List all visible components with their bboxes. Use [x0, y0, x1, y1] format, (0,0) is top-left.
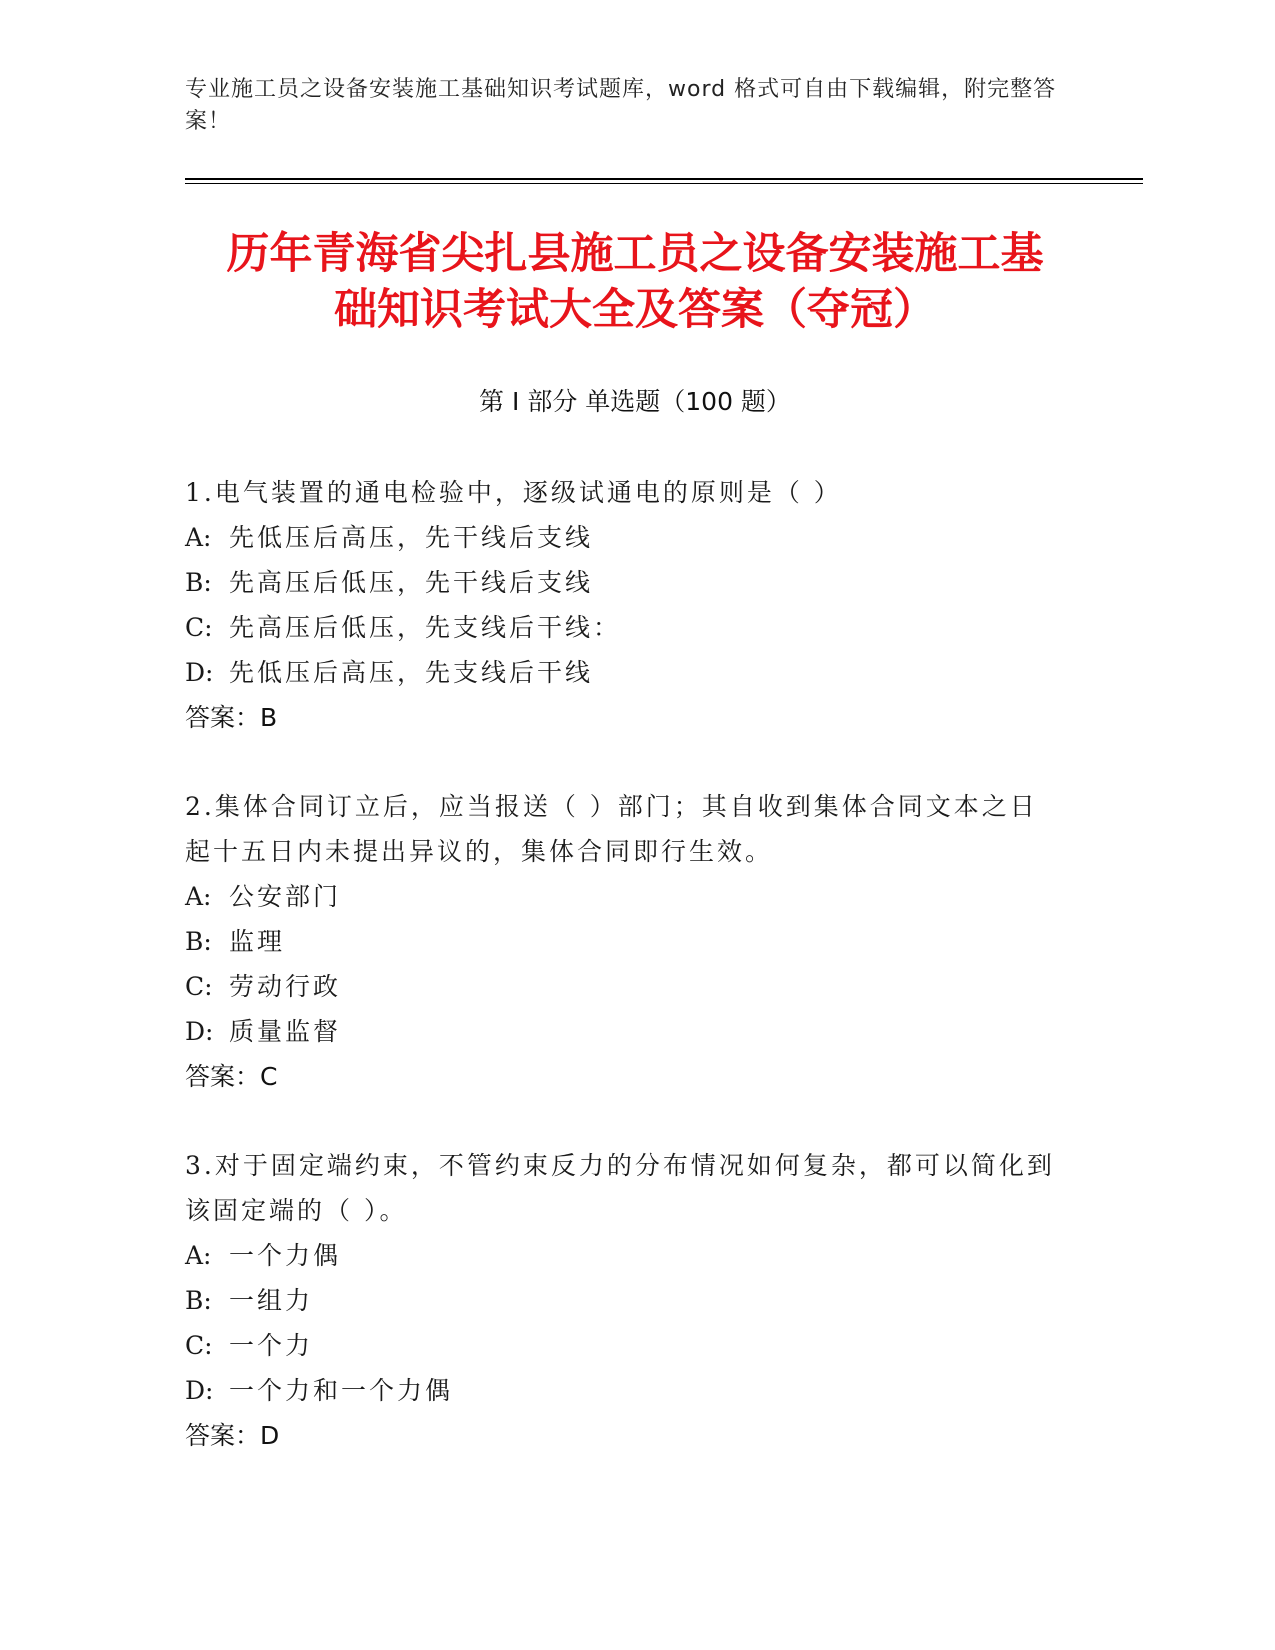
- option-key: A:: [185, 523, 212, 552]
- header-rule-thin: [185, 183, 1143, 184]
- answer-line: 答案：B: [185, 703, 278, 732]
- option-d: [185, 650, 1065, 695]
- option-b: [185, 919, 1065, 964]
- option-text: 先低压后高压，先干线后支线: [229, 523, 594, 552]
- option-text: 质量监督: [229, 1017, 342, 1046]
- option-key: B:: [185, 927, 212, 956]
- option-key: C:: [185, 972, 213, 1001]
- question-3: [185, 1143, 1065, 1458]
- option-d: [185, 1368, 1065, 1413]
- answer-line: 答案：D: [185, 1421, 280, 1450]
- option-text: 先低压后高压，先支线后干线: [229, 658, 594, 687]
- header-rule-thick: [185, 178, 1143, 180]
- option-key: D:: [185, 1376, 214, 1405]
- option-c: [185, 964, 1065, 1009]
- option-text: 一个力: [229, 1331, 314, 1360]
- question-1: [185, 470, 1065, 740]
- question-list: [185, 470, 1065, 1502]
- option-key: D:: [185, 1017, 214, 1046]
- option-b: [185, 560, 1065, 605]
- answer-line: 答案：C: [185, 1062, 278, 1091]
- option-text: 一个力和一个力偶: [229, 1376, 454, 1405]
- option-key: B:: [185, 1286, 212, 1315]
- option-text: 监理: [229, 927, 286, 956]
- section-heading: 第 I 部分 单选题（100 题）: [479, 387, 791, 416]
- option-key: A:: [185, 1241, 212, 1270]
- option-key: B:: [185, 568, 212, 597]
- option-a: [185, 515, 1065, 560]
- document-title: [185, 226, 1085, 338]
- option-key: C:: [185, 1331, 213, 1360]
- option-c: [185, 1323, 1065, 1368]
- option-text: 一个力偶: [229, 1241, 342, 1270]
- option-key: D:: [185, 658, 214, 687]
- option-text: 公安部门: [229, 882, 342, 911]
- title-line-2: 础知识考试大全及答案（夺冠）: [334, 285, 936, 335]
- option-a: [185, 874, 1065, 919]
- option-text: 先高压后低压，先支线后干线：: [229, 613, 622, 642]
- option-text: 先高压后低压，先干线后支线: [229, 568, 594, 597]
- option-text: 劳动行政: [229, 972, 342, 1001]
- option-c: [185, 605, 1065, 650]
- question-2: [185, 784, 1065, 1099]
- option-key: C:: [185, 613, 213, 642]
- option-a: [185, 1233, 1065, 1278]
- title-line-1: 历年青海省尖扎县施工员之设备安装施工基: [226, 229, 1044, 279]
- option-key: A:: [185, 882, 212, 911]
- option-text: 一组力: [229, 1286, 314, 1315]
- question-stem: 1.电气装置的通电检验中，逐级试通电的原则是（ ）: [185, 478, 842, 507]
- option-d: [185, 1009, 1065, 1054]
- header-note: 专业施工员之设备安装施工基础知识考试题库，word 格式可自由下载编辑，附完整答案！: [185, 77, 1057, 134]
- question-stem: 2.集体合同订立后，应当报送（ ）部门；其自收到集体合同文本之日起十五日内未提出异议的，集体合同即行生效。: [185, 792, 1038, 866]
- option-b: [185, 1278, 1065, 1323]
- question-stem: 3.对于固定端约束，不管约束反力的分布情况如何复杂，都可以简化到该固定端的（ ）。: [185, 1151, 1055, 1225]
